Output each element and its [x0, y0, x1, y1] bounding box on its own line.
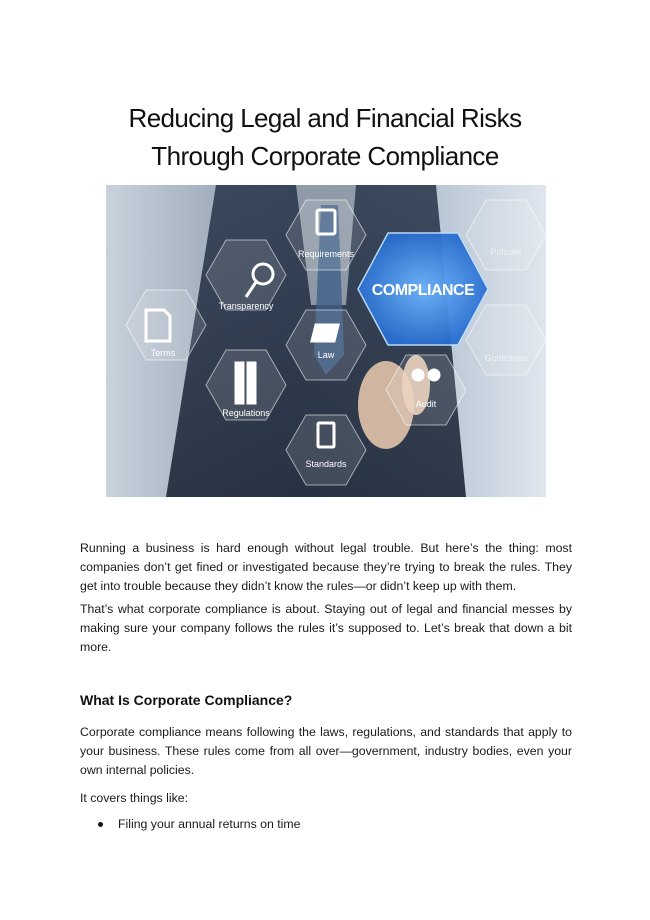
hex-label-regulations: Regulations	[222, 408, 270, 418]
hex-label-guidelines: Guidelines	[484, 353, 528, 363]
bullet-list	[80, 815, 301, 834]
hex-label-transparency: Transparency	[218, 301, 274, 311]
list-item-text: Filing your annual returns on time	[118, 817, 301, 831]
document-title	[0, 99, 650, 175]
intro-paragraph-2: That’s what corporate compliance is about. Staying out of legal and financial messes by making sure your company follows the rules it’s supposed to. Let’s break that down a bit more.	[80, 602, 572, 654]
hex-label-policies: Policies	[490, 247, 522, 257]
title-line-2: Through Corporate Compliance	[151, 141, 499, 172]
intro-paragraph-1: Running a business is hard enough without legal trouble. But here’s the thing: most companies don’t get fined or investigated because they’re trying to break the rules. They get into trouble because they didn’t know the rules—or didn’t keep up with them.	[80, 541, 572, 593]
hex-label-compliance: COMPLIANCE	[371, 282, 475, 299]
covers-intro-paragraph: It covers things like:	[80, 791, 188, 805]
definition-paragraph: Corporate compliance means following the laws, regulations, and standards that apply to your business. These rules come from all over—government, industry bodies, even your own internal policies.	[80, 725, 572, 777]
hex-label-terms: Terms	[150, 348, 176, 358]
title-line-1: Reducing Legal and Financial Risks	[128, 103, 522, 134]
hex-label-standards: Standards	[305, 459, 347, 469]
hero-image	[106, 185, 546, 497]
bullet-icon	[98, 822, 103, 827]
hex-label-law: Law	[317, 350, 335, 360]
list-item	[80, 815, 301, 834]
section-heading: What Is Corporate Compliance?	[80, 692, 293, 708]
hex-label-requirements: Requirements	[297, 249, 355, 259]
hex-label-audit: Audit	[415, 399, 437, 409]
